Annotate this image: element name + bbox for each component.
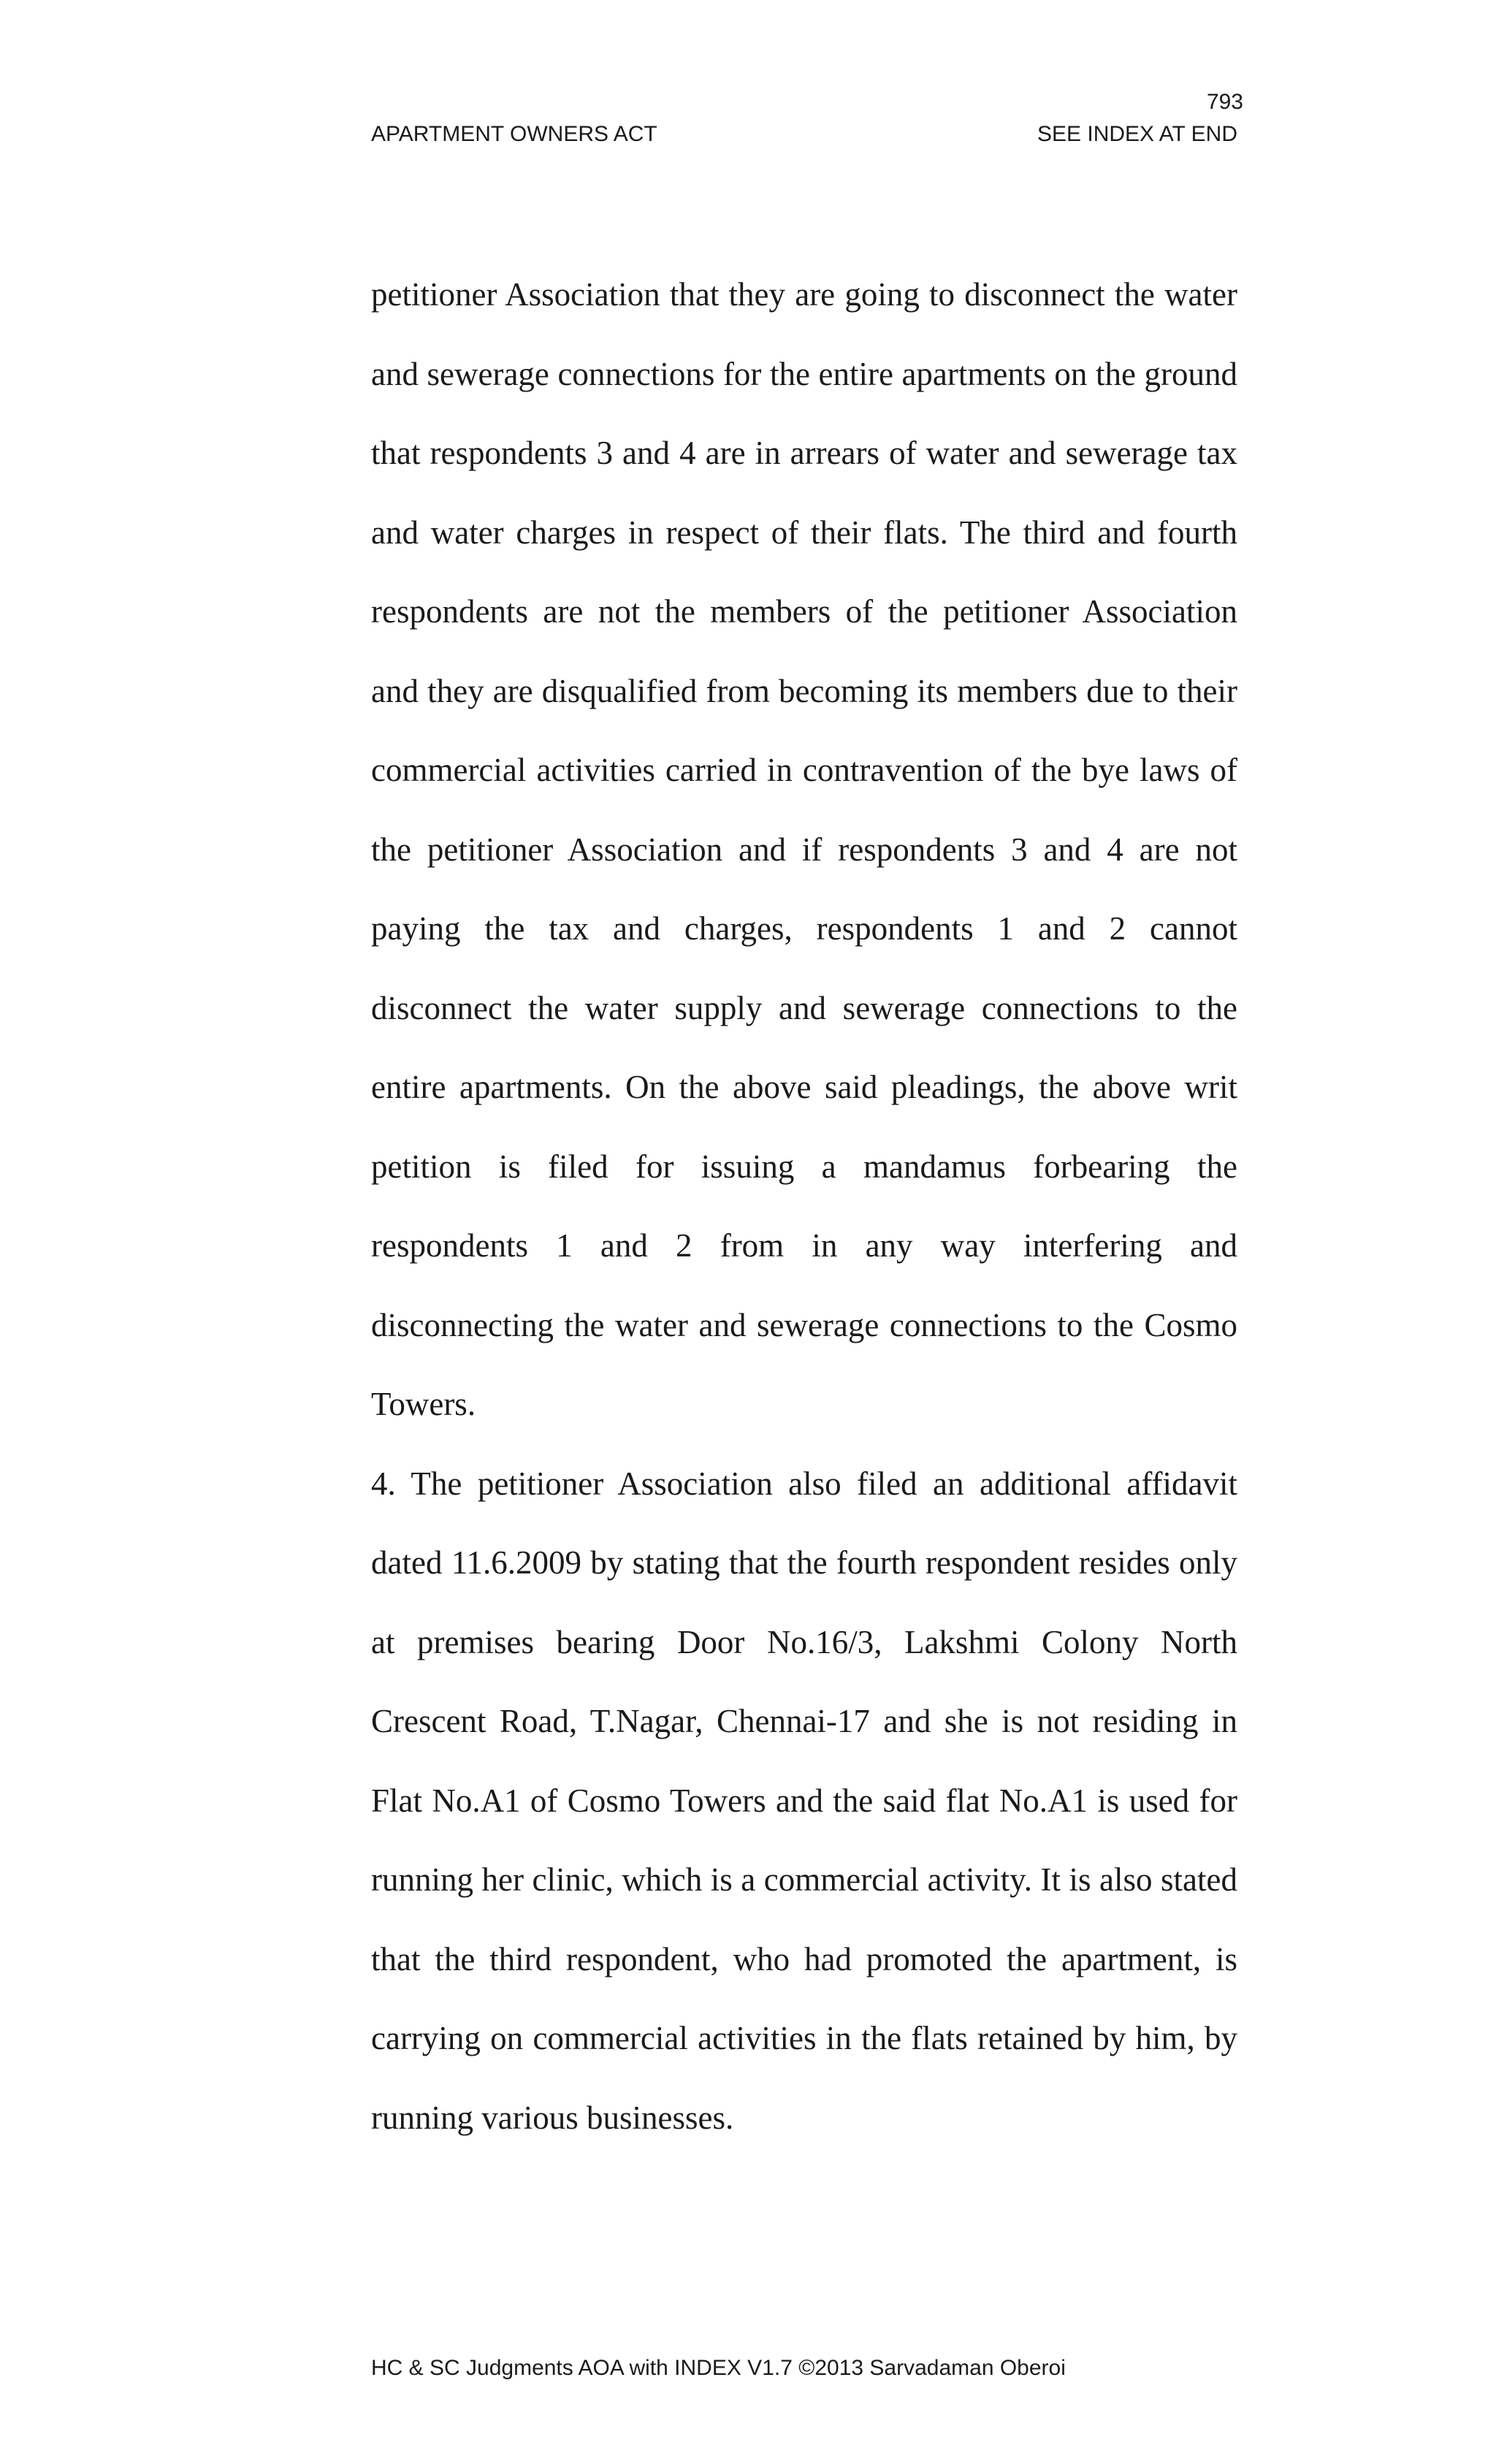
header-right-title: SEE INDEX AT END (1037, 122, 1237, 146)
document-body (371, 255, 1237, 2157)
running-header (371, 121, 1237, 148)
body-paragraph: 4. The petitioner Association also filed an additional affidavit dated 11.6.2009 by stating that the fourth respondent resides only at premises bearing Door No.16/3, Lakshmi Colony North Crescent Road, T.Nagar, Chennai-17 and she is not residing in Flat No.A1 of Cosmo Towers and the said flat No.A1 is used for running her clinic, which is a commercial activity. It is also stated that the third respondent, who had promoted the apartment, is carrying on commercial activities in the flats retained by him, by running various businesses. (371, 1465, 1237, 2136)
page-footer: HC & SC Judgments AOA with INDEX V1.7 ©2013 Sarvadaman Oberoi (371, 2356, 1066, 2380)
body-paragraph: petitioner Association that they are going to disconnect the water and sewerage connections for the entire apartments on the ground that respondents 3 and 4 are in arrears of water and sewerage tax and water charges in respect of their flats. The third and fourth respondents are not the members of the petitioner Association and they are disqualified from becoming its members due to their commercial activities carried in contravention of the bye laws of the petitioner Association and if respondents 3 and 4 are not paying the tax and charges, respondents 1 and 2 cannot disconnect the water supply and sewerage connections to the entire apartments. On the above said pleadings, the above writ petition is filed for issuing a mandamus forbearing the respondents 1 and 2 from in any way interfering and disconnecting the water and sewerage connections to the Cosmo Towers. (371, 276, 1237, 1422)
page-number: 793 (1206, 90, 1243, 114)
header-left-title: APARTMENT OWNERS ACT (371, 122, 657, 146)
